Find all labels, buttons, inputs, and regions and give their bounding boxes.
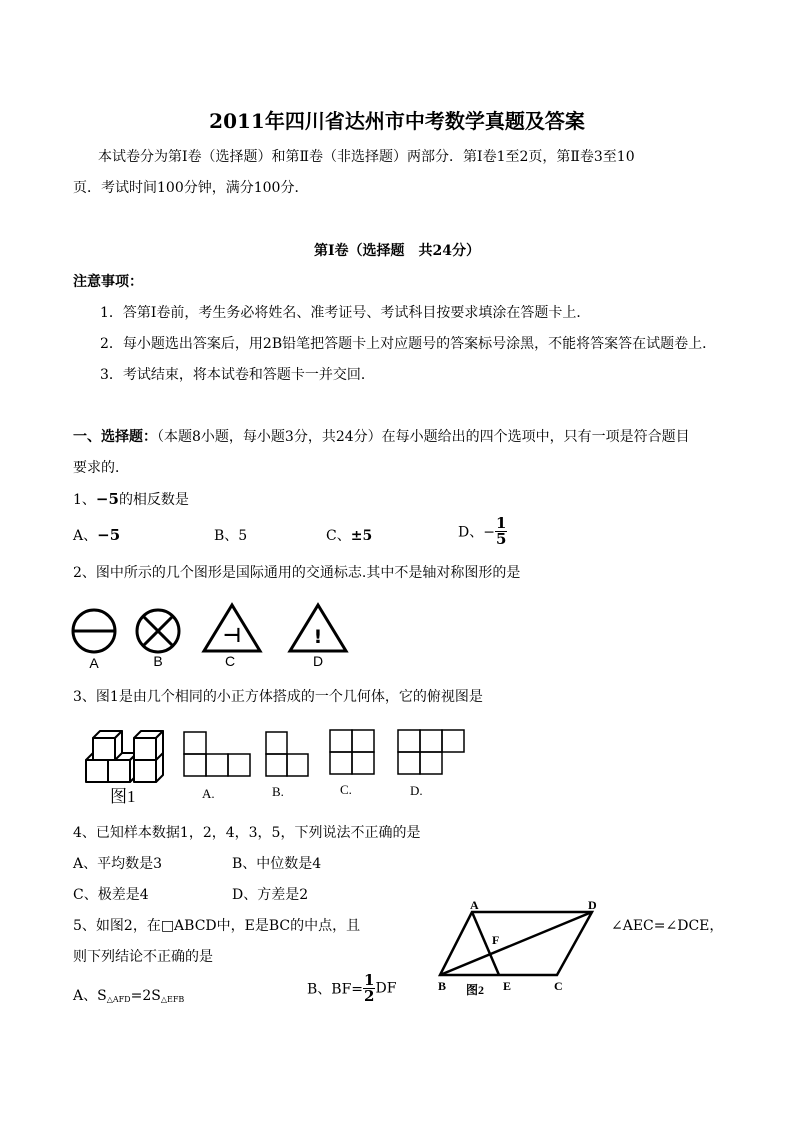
sign-d-warning-triangle-icon — [290, 605, 346, 651]
q1-option-d — [458, 516, 507, 547]
q3-stem: 3、图1是由几个相同的小正方体搭成的一个几何体，它的俯视图是 — [73, 689, 483, 705]
q3-option-d-view — [398, 730, 464, 774]
q3-option-a-label: A. — [202, 786, 215, 801]
q5-option-b — [307, 973, 396, 1004]
vertex-label-a: A — [470, 898, 479, 912]
q5-opt-a-label: A、S — [73, 988, 107, 1004]
page-title: 2011年四川省达州市中考数学真题及答案 — [209, 109, 585, 133]
q1-opt-a-label: A、 — [73, 528, 98, 544]
q5-opt-a-sub2: △EFB — [160, 995, 185, 1004]
sign-label-b: B — [153, 653, 163, 669]
q1-opt-a-value: −5 — [97, 526, 121, 544]
sign-c-glyph: ⊣ — [222, 623, 242, 647]
q1-suffix: 的相反数是 — [118, 492, 189, 508]
q5-opt-b-denominator: 2 — [364, 987, 375, 1005]
q1-prefix: 1、 — [73, 492, 96, 508]
q1-opt-d-label: D、− — [458, 524, 495, 541]
q4-stem: 4、已知样本数据1，2，4，3，5，下列说法不正确的是 — [73, 825, 421, 841]
q1-opt-d-fraction — [495, 516, 507, 547]
q5-stem-line-2: 则下列结论不正确的是 — [73, 949, 213, 965]
vertex-label-c: C — [554, 979, 563, 993]
intro-line-2: 页．考试时间100分钟，满分100分． — [73, 180, 309, 196]
q1-option-c — [326, 525, 372, 545]
q1-opt-c-label: C、 — [326, 528, 351, 544]
vertex-label-f: F — [492, 933, 500, 947]
sign-label-a: A — [89, 655, 99, 671]
sign-a-no-entry-icon — [73, 610, 115, 652]
q5-opt-b-suffix: DF — [375, 980, 397, 997]
q3-option-d-label: D. — [410, 783, 423, 798]
q5-opt-a-mid: =2S — [130, 988, 161, 1004]
q5-opt-b-label: B、BF= — [307, 981, 364, 998]
segment-bd — [440, 912, 592, 975]
q2-traffic-signs — [66, 600, 366, 672]
q1-opt-c-value: ±5 — [350, 528, 373, 544]
q1-opt-d-numerator: 1 — [495, 514, 507, 532]
q4-option-a: A、平均数是3 — [73, 856, 163, 872]
vertex-label-e: E — [503, 979, 512, 993]
figure2-caption: 图2 — [466, 983, 485, 997]
note-item-3: 3．考试结束，将本试卷和答题卡一并交回． — [100, 367, 375, 383]
part1-heading: 一、选择题： — [73, 429, 157, 445]
q5-opt-b-fraction — [363, 973, 375, 1004]
q1-option-b: B、5 — [214, 528, 248, 544]
q4-option-b: B、中位数是4 — [232, 856, 322, 872]
note-item-2: 2．每小题选出答案后，用2B铅笔把答题卡上对应题号的答案标号涂黑，不能将答案答在试题卷上． — [100, 336, 717, 352]
note-item-1: 1．答第Ⅰ卷前，考生务必将姓名、准考证号、考试科目按要求填涂在答题卡上． — [100, 305, 591, 321]
q5-stem-line-1: 5、如图2，在□ABCD中，E是BC的中点，且 — [73, 918, 361, 934]
vertex-label-d: D — [588, 898, 597, 912]
q1-option-a — [73, 525, 120, 545]
q5-stem-condition: ∠AEC=∠DCE， — [611, 918, 724, 934]
q2-stem: 2、图中所示的几个图形是国际通用的交通标志.其中不是轴对称图形的是 — [73, 565, 521, 581]
section-title: 第Ⅰ卷（选择题 共24分） — [313, 243, 481, 259]
part1-heading-line — [73, 426, 690, 446]
q4-option-d: D、方差是2 — [232, 887, 309, 903]
q5-opt-b-numerator: 1 — [364, 971, 375, 989]
figure1-cubes — [86, 731, 163, 782]
q1-opt-d-denominator: 5 — [495, 530, 507, 548]
q3-figures — [80, 722, 480, 807]
q3-option-b-view — [266, 732, 308, 776]
q4-option-c: C、极差是4 — [73, 887, 149, 903]
sign-c-t-junction-triangle-icon — [204, 605, 260, 651]
vertex-label-b: B — [438, 979, 447, 993]
sign-b-cross-circle-icon — [137, 610, 179, 652]
q3-option-a-view — [184, 732, 250, 776]
q3-option-c-view — [330, 730, 374, 774]
q3-option-c-label: C. — [340, 782, 352, 797]
q5-opt-a-sub1: △AFD — [106, 995, 131, 1004]
q3-option-b-label: B. — [272, 784, 284, 799]
sign-label-c: C — [224, 653, 236, 669]
sign-d-glyph: ! — [313, 626, 323, 648]
part1-desc-line-1: （本题8小题，每小题3分，共24分）在每小题给出的四个选项中，只有一项是符合题目 — [157, 429, 690, 445]
figure1-label: 图1 — [110, 787, 136, 806]
q5-option-a — [73, 985, 184, 1005]
sign-label-d: D — [312, 653, 324, 669]
q5-parallelogram-figure — [432, 896, 607, 1006]
notes-heading: 注意事项： — [73, 274, 143, 290]
q1-stem — [73, 489, 189, 509]
q1-math: −5 — [95, 490, 119, 508]
part1-desc-line-2: 要求的． — [73, 460, 129, 476]
intro-line-1: 本试卷分为第Ⅰ卷（选择题）和第Ⅱ卷（非选择题）两部分．第Ⅰ卷1至2页，第Ⅱ卷3至10 — [98, 149, 635, 165]
